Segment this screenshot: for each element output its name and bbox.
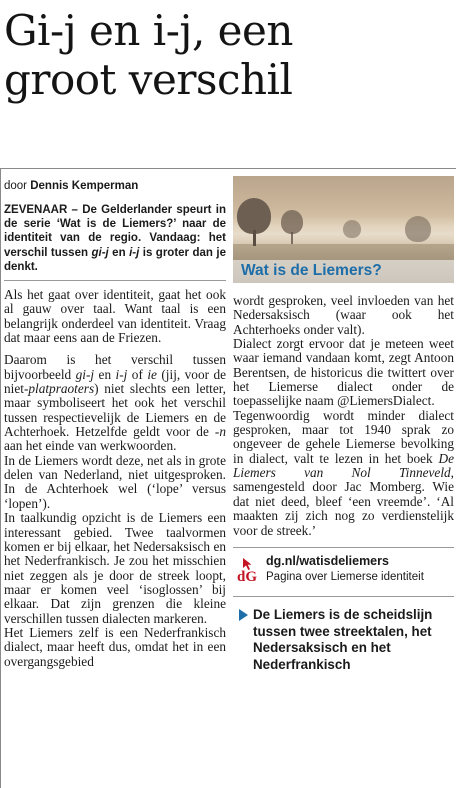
dg-logo: dG: [237, 568, 258, 585]
headline: [4, 6, 452, 104]
lead-text: – De Gelderlander speurt in de serie ‘Wat is de Liemers?’ naar de identiteit van de regio. Vandaag: het verschil tussen: [4, 204, 226, 259]
byline-prefix: door: [4, 180, 28, 192]
body-right: [233, 294, 454, 538]
italic-term: platpraoters: [28, 381, 95, 397]
text-run: Tegenwoordig wordt minder dialect gesproken, maar tot 1940 sprak zo ongeveer de gehele Liemerse bevolking in dialect, valt te lezen in het boek: [233, 407, 454, 466]
byline: [4, 179, 226, 194]
paragraph: [233, 294, 454, 337]
italic-term: ie: [147, 366, 157, 382]
web-description: Pagina over Liemerse identiteit: [266, 570, 424, 583]
paragraph: [4, 511, 226, 626]
triangle-marker-icon: [239, 609, 248, 621]
text-run: Het Liemers zelf is een Nederfrankisch dialect, maar heeft dus, omdat het in een overgangsgebied: [4, 624, 226, 669]
tree-trunk: [291, 232, 293, 244]
text-run: en: [94, 366, 116, 382]
paragraph: [4, 353, 226, 453]
lead-place: ZEVENAAR: [4, 204, 68, 216]
italic-term: -n: [214, 424, 226, 440]
italic-term: i-j: [115, 366, 128, 382]
text-run: wordt gesproken, veel invloeden van het Nedersaksisch (waar ook het Achterhoeks onder valt).: [233, 293, 454, 337]
top-divider: [0, 168, 456, 169]
tree-icon: [405, 216, 431, 242]
text-run: In taalkundig opzicht is de Liemers een interessant gebied. Twee taalvormen komen er bij elkaar, het Nedersaksisch en het Nederfrankisch. Je zou het misschien niet zeggen als je door de streek loopt, maar er komen veel ‘isoglossen’ bij elkaar. Dat zijn grenzen die kleine verschillen tussen dialecten markeren.: [4, 510, 226, 626]
paragraph: [233, 409, 454, 538]
text-run: In de Liemers wordt deze, net als in grote delen van Nederland, niet uitgesproken. In de Achterhoek wel (‘lope’ versus ‘lopen’).: [4, 452, 226, 511]
lead-divider: [4, 280, 226, 281]
headline-line-1: Gi-j en i-j, een: [4, 6, 293, 55]
web-divider-top: [233, 547, 454, 548]
web-reference: [233, 554, 454, 590]
italic-term: De Liemers van Nol Tinneveld: [233, 450, 454, 481]
paragraph: [4, 626, 226, 669]
lead-paragraph: [4, 203, 226, 274]
paragraph: [4, 454, 226, 511]
tree-icon: [237, 198, 271, 234]
photo-misty-landscape: [233, 176, 454, 283]
tree-icon: [343, 220, 361, 238]
dg-logo-box: [237, 557, 261, 583]
paragraph: [4, 288, 226, 345]
text-run: ) niet slechts een letter, maar symboliseert het ook het verschil tussen respectievelijk de Liemers en de Achterhoek. Hetzelfde geldt voor de: [4, 381, 226, 440]
web-url-link[interactable]: dg.nl/watisdeliemers: [266, 553, 389, 568]
lead-end: is groter dan je denkt.: [4, 246, 226, 273]
body-left: [4, 288, 226, 669]
lead-term-1: gi-j: [91, 246, 109, 259]
lead-mid: en: [108, 246, 130, 259]
text-run: (jij, voor de niet-: [4, 366, 227, 397]
pull-quote: [233, 607, 454, 674]
text-run: aan het einde van werkwoorden.: [4, 438, 177, 454]
headline-line-2: groot verschil: [4, 55, 293, 104]
tree-icon: [281, 210, 303, 234]
left-column: [4, 176, 226, 669]
text-run: Daarom is het verschil tussen bijvoorbeeld: [4, 352, 226, 382]
left-divider: [0, 168, 1, 788]
text-run: , samengesteld door Jac Momberg. Wie dat niet deed, bleef ‘een vreemde’. ‘Al maakten zij zich nog zo verdienstelijk voor de streek.’: [233, 465, 454, 538]
right-column: [233, 176, 454, 674]
lead-term-2: i-j: [129, 246, 140, 259]
text-run: Als het gaat over identiteit, gaat het ook al gauw over taal. Want taal is een belangrijk onderdeel van identiteit. Vraag dat maar eens aan de Friezen.: [4, 287, 226, 346]
pull-quote-text: De Liemers is de scheidslijn tussen twee streektalen, het Nedersaksisch en het Nederfrankisch: [253, 606, 433, 673]
web-divider-bottom: [233, 596, 454, 597]
tree-trunk: [253, 230, 256, 246]
photo-banner-title: Wat is de Liemers?: [241, 262, 382, 279]
byline-author: Dennis Kemperman: [30, 180, 139, 192]
text-run: Dialect zorgt ervoor dat je meteen weet waar iemand vandaan komt, zegt Antoon Berentsen, de historicus die twittert over het Liemerse dialect onder de toepasselijke naam @LiemersDialect.: [233, 336, 454, 409]
italic-term: gi-j: [75, 366, 95, 382]
paragraph: [233, 337, 454, 409]
text-run: of: [127, 366, 148, 382]
photo-banner: [233, 260, 454, 283]
